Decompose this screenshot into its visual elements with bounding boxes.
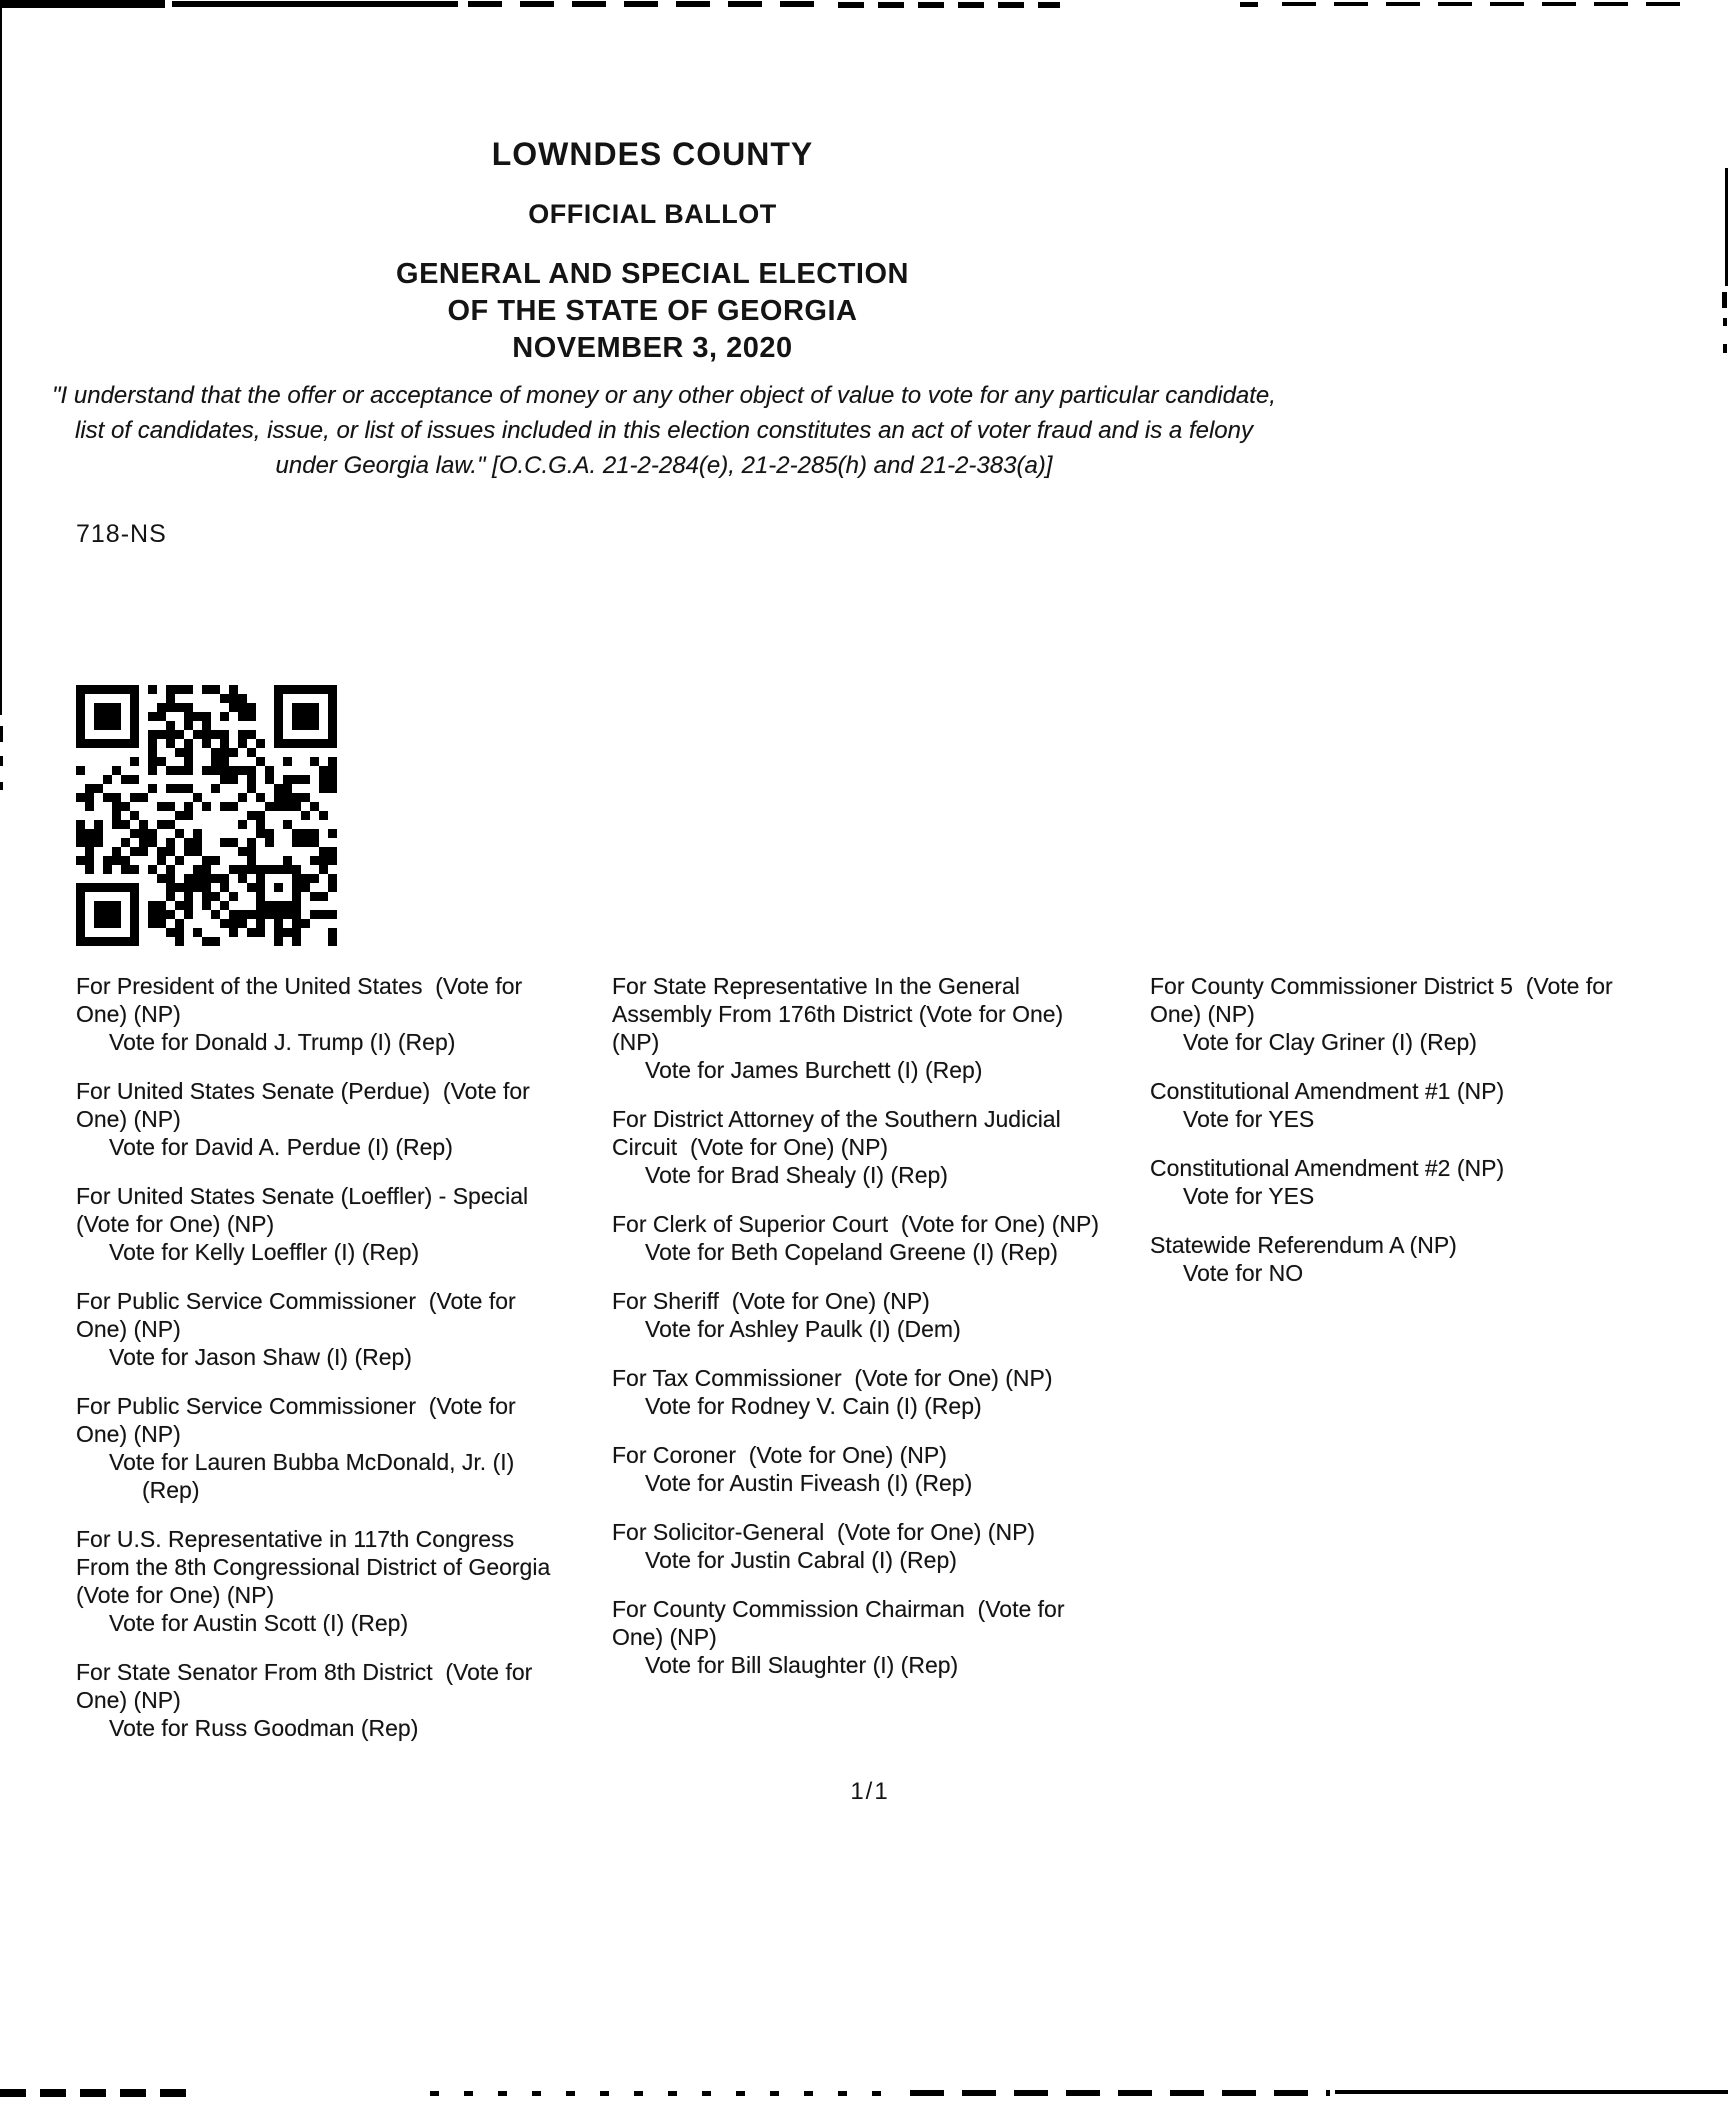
contest [612, 1441, 1112, 1497]
contest-title: Constitutional Amendment #2 (NP) [1150, 1155, 1505, 1181]
contest [1150, 1154, 1665, 1210]
scan-artifact-top-6 [1282, 2, 1692, 6]
contest [612, 1287, 1112, 1343]
contest-title: For President of the United States (Vote for One) (NP) [76, 973, 529, 1027]
vote-selection: Vote for Lauren Bubba McDonald, Jr. (I) (Rep) [109, 1449, 521, 1503]
vote-selection: Vote for Austin Fiveash (I) (Rep) [645, 1470, 973, 1496]
contest [612, 972, 1112, 1084]
ballot-header [55, 136, 1250, 367]
contest [76, 1392, 568, 1504]
scan-artifact-left-dash-1 [0, 726, 3, 742]
contest [612, 1518, 1112, 1574]
scan-artifact-top-2 [172, 1, 458, 7]
vote-selection: Vote for Beth Copeland Greene (I) (Rep) [645, 1239, 1058, 1265]
contest-title: Constitutional Amendment #1 (NP) [1150, 1078, 1505, 1104]
contest-title: For Tax Commissioner (Vote for One) (NP) [612, 1365, 1053, 1391]
contest-column-2 [612, 972, 1112, 1700]
contest-title: For United States Senate (Perdue) (Vote for One) (NP) [76, 1078, 537, 1132]
contest [76, 1658, 568, 1742]
contest [76, 1525, 568, 1637]
contest-title: For County Commission Chairman (Vote for One) (NP) [612, 1596, 1071, 1650]
scan-artifact-bottom-4 [1335, 2090, 1728, 2094]
vote-selection: Vote for Kelly Loeffler (I) (Rep) [109, 1239, 420, 1265]
contest [1150, 972, 1665, 1056]
scan-artifact-left-line [0, 0, 2, 715]
contest [612, 1210, 1112, 1266]
election-title-line-1: GENERAL AND SPECIAL ELECTION [396, 258, 909, 290]
contest-title: For Sheriff (Vote for One) (NP) [612, 1288, 930, 1314]
vote-selection: Vote for NO [1183, 1260, 1304, 1286]
ballot-style-code: 718-NS [76, 520, 167, 548]
vote-selection: Vote for Justin Cabral (I) (Rep) [645, 1547, 957, 1573]
contest-title: For Coroner (Vote for One) (NP) [612, 1442, 947, 1468]
contest-title: For Public Service Commissioner (Vote for One) (NP) [76, 1288, 523, 1342]
contest-title: For United States Senate (Loeffler) - Special (Vote for One) (NP) [76, 1183, 541, 1237]
contest [76, 1287, 568, 1371]
contest-column-1 [76, 972, 568, 1763]
contest-title: For Public Service Commissioner (Vote for One) (NP) [76, 1393, 523, 1447]
scan-artifact-top-5 [1240, 2, 1258, 7]
contest-column-3 [1150, 972, 1665, 1308]
ballot-type-title: OFFICIAL BALLOT [528, 199, 777, 229]
election-date: NOVEMBER 3, 2020 [512, 332, 793, 364]
scan-artifact-bottom-3 [910, 2090, 1330, 2096]
contest [76, 972, 568, 1056]
contest-title: For County Commissioner District 5 (Vote for One) (NP) [1150, 973, 1620, 1027]
contest-title: For U.S. Representative in 117th Congress From the 8th Congressional District of Georgia (Vote for One) (NP) [76, 1526, 557, 1608]
contest [1150, 1231, 1665, 1287]
scan-artifact-right-dash-2 [1723, 318, 1727, 326]
contest-title: For State Representative In the General Assembly From 176th District (Vote for One) (NP) [612, 973, 1070, 1055]
contest [76, 1182, 568, 1266]
scan-artifact-top-1 [0, 0, 165, 8]
fraud-disclaimer: "I understand that the offer or acceptance of money or any other object of value to vote for any particular candidate, list of candidates, issue, or list of issues included in this election constitutes an act of voter fraud and is a felony under Georgia law." [O.C.G.A. 21-2-284(e), 21-2-285(h) and 21-2-383(a)] [52, 382, 1283, 479]
vote-selection: Vote for Clay Griner (I) (Rep) [1183, 1029, 1477, 1055]
vote-selection: Vote for YES [1183, 1183, 1315, 1209]
vote-selection: Vote for Russ Goodman (Rep) [109, 1715, 419, 1741]
scan-artifact-bottom-2 [430, 2091, 900, 2096]
contest-title: For Clerk of Superior Court (Vote for One) (NP) [612, 1211, 1099, 1237]
contest-title: For Solicitor-General (Vote for One) (NP) [612, 1519, 1036, 1545]
vote-selection: Vote for YES [1183, 1106, 1315, 1132]
vote-selection: Vote for Brad Shealy (I) (Rep) [645, 1162, 948, 1188]
scan-artifact-bottom-1 [0, 2089, 200, 2097]
scan-artifact-right-dash-1 [1722, 292, 1727, 308]
vote-selection: Vote for Jason Shaw (I) (Rep) [109, 1344, 412, 1370]
vote-selection: Vote for Rodney V. Cain (I) (Rep) [645, 1393, 982, 1419]
contest-title: For State Senator From 8th District (Vote for One) (NP) [76, 1659, 539, 1713]
county-title: LOWNDES COUNTY [491, 136, 814, 172]
vote-selection: Vote for James Burchett (I) (Rep) [645, 1057, 983, 1083]
scan-artifact-top-4 [838, 2, 1060, 8]
qr-code [76, 685, 337, 946]
election-title-line-2: OF THE STATE OF GEORGIA [447, 295, 858, 327]
vote-selection: Vote for David A. Perdue (I) (Rep) [109, 1134, 453, 1160]
contest [612, 1595, 1112, 1679]
contest [612, 1364, 1112, 1420]
scan-artifact-top-3 [468, 1, 824, 7]
vote-selection: Vote for Donald J. Trump (I) (Rep) [109, 1029, 456, 1055]
vote-selection: Vote for Austin Scott (I) (Rep) [109, 1610, 409, 1636]
contest [1150, 1077, 1665, 1133]
vote-selection: Vote for Ashley Paulk (I) (Dem) [645, 1316, 961, 1342]
contest [76, 1077, 568, 1161]
page-number: 1/1 [850, 1778, 890, 1805]
contest [612, 1105, 1112, 1189]
scan-artifact-left-dash-3 [0, 782, 3, 790]
scan-artifact-right-dash-3 [1723, 344, 1727, 353]
scan-artifact-left-dash-2 [0, 756, 3, 766]
contest-title: Statewide Referendum A (NP) [1150, 1232, 1457, 1258]
contest-title: For District Attorney of the Southern Judicial Circuit (Vote for One) (NP) [612, 1106, 1068, 1160]
vote-selection: Vote for Bill Slaughter (I) (Rep) [645, 1652, 959, 1678]
